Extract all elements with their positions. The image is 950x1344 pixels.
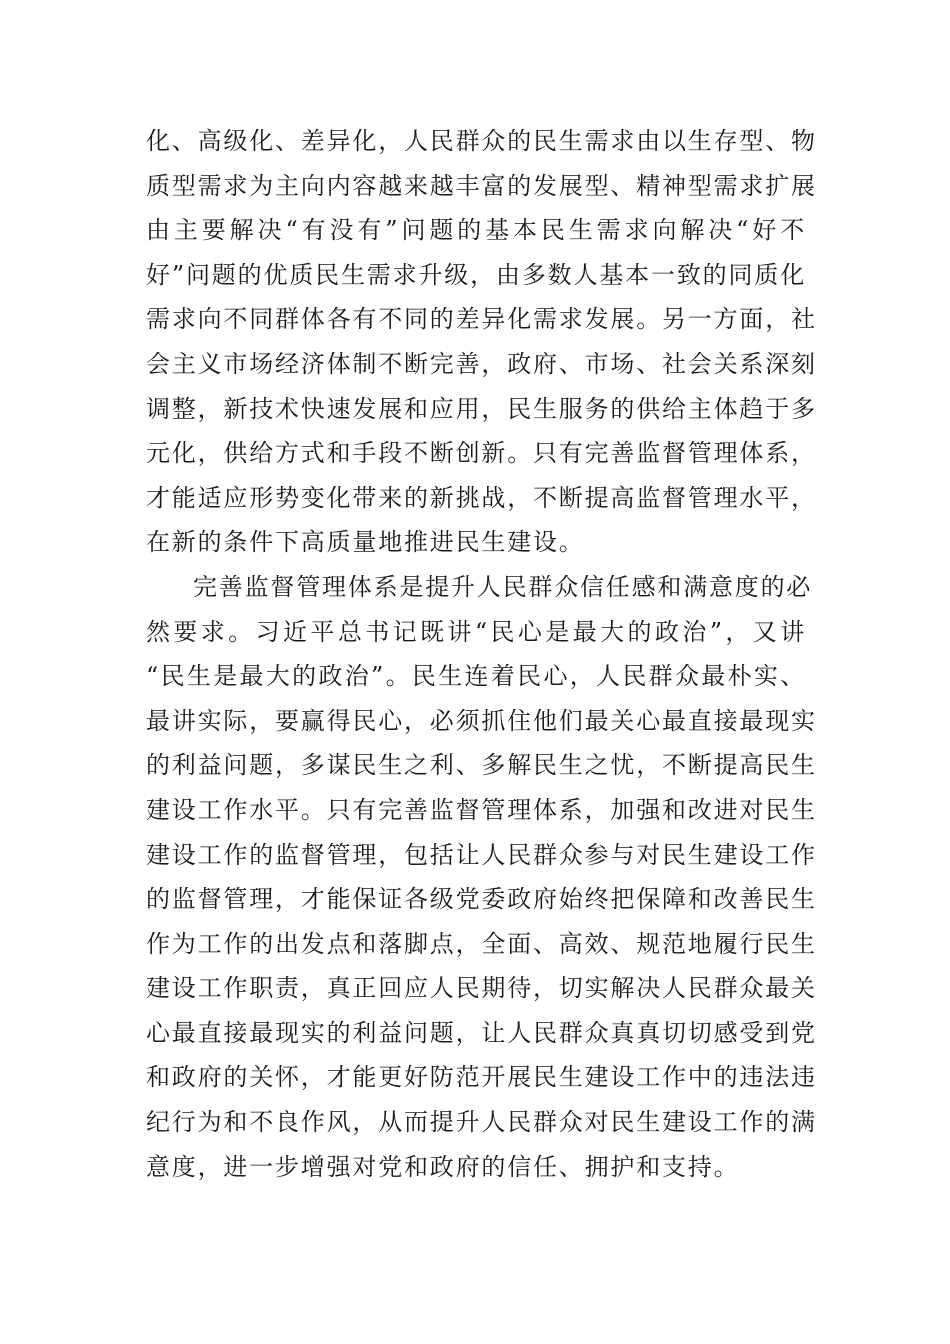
text-line: 质型需求为主向内容越来越丰富的发展型、精神型需求扩展 bbox=[146, 171, 817, 200]
paragraph-1 bbox=[146, 119, 817, 565]
text-line: 的监督管理，才能保证各级党委政府始终把保障和改善民生 bbox=[146, 885, 817, 914]
text-line: 意度，进一步增强对党和政府的信任、拥护和支持。 bbox=[146, 1152, 740, 1181]
text-line: 在新的条件下高质量地推进民生建设。 bbox=[146, 528, 585, 557]
text-line: “民生是最大的政治”。民生连着民心，人民群众最朴实、 bbox=[146, 662, 806, 691]
text-line: 元化，供给方式和手段不断创新。只有完善监督管理体系， bbox=[146, 439, 817, 468]
text-line: 作为工作的出发点和落脚点，全面、高效、规范地履行民生 bbox=[146, 929, 817, 958]
text-line: 然要求。习近平总书记既讲“民心是最大的政治”，又讲 bbox=[146, 617, 806, 646]
text-line: 完善监督管理体系是提升人民群众信任感和满意度的必 bbox=[193, 572, 813, 601]
text-line: 心最直接最现实的利益问题，让人民群众真真切切感受到党 bbox=[146, 1018, 817, 1047]
text-line: 由主要解决“有没有”问题的基本民生需求向解决“好不 bbox=[146, 216, 806, 245]
text-line: 建设工作的监督管理，包括让人民群众参与对民生建设工作 bbox=[146, 840, 817, 869]
paragraph-2 bbox=[146, 565, 817, 1189]
text-line: 化、高级化、差异化，人民群众的民生需求由以生存型、物 bbox=[146, 127, 817, 155]
text-line: 的利益问题，多谋民生之利、多解民生之忧，不断提高民生 bbox=[146, 751, 817, 780]
text-line: 会主义市场经济体制不断完善，政府、市场、社会关系深刻 bbox=[146, 349, 817, 378]
text-line: 调整，新技术快速发展和应用，民生服务的供给主体趋于多 bbox=[146, 394, 817, 423]
text-line: 和政府的关怀，才能更好防范开展民生建设工作中的违法违 bbox=[146, 1063, 817, 1092]
text-line: 需求向不同群体各有不同的差异化需求发展。另一方面，社 bbox=[146, 305, 817, 334]
text-line: 纪行为和不良作风，从而提升人民群众对民生建设工作的满 bbox=[146, 1108, 817, 1137]
text-line: 最讲实际，要赢得民心，必须抓住他们最关心最直接最现实 bbox=[146, 706, 817, 735]
text-line: 好”问题的优质民生需求升级，由多数人基本一致的同质化 bbox=[146, 260, 806, 289]
text-line: 才能适应形势变化带来的新挑战，不断提高监督管理水平， bbox=[146, 483, 817, 512]
text-line: 建设工作职责，真正回应人民期待，切实解决人民群众最关 bbox=[146, 974, 817, 1003]
text-line: 建设工作水平。只有完善监督管理体系，加强和改进对民生 bbox=[146, 795, 817, 824]
document-body bbox=[146, 119, 817, 1189]
